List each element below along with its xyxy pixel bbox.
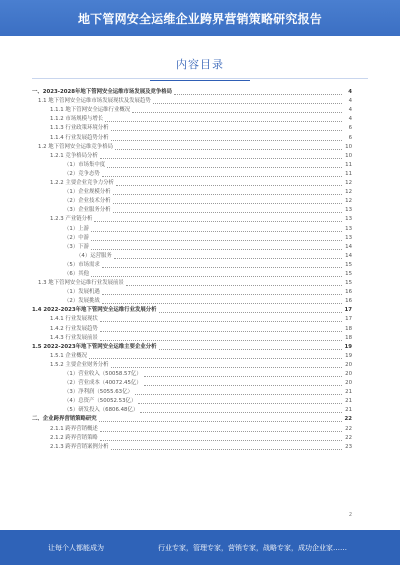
toc-entry-page: 16 <box>345 289 352 296</box>
toc-dot-leader <box>102 266 342 268</box>
toc-entry-page: 20 <box>345 380 352 387</box>
toc-entry-text: （2）企业技术分析 <box>64 198 111 205</box>
toc-entry-page: 22 <box>344 416 352 423</box>
toc-entry-page: 11 <box>345 170 352 177</box>
toc-entry-text: 1.2 地下管网安全运维竞争格局 <box>38 143 113 150</box>
toc-entry-page: 14 <box>345 243 352 250</box>
toc-entry[interactable] <box>32 261 352 270</box>
toc-entry-page: 12 <box>345 180 352 187</box>
toc-entry-page: 18 <box>345 334 352 341</box>
toc-entry[interactable] <box>32 106 352 115</box>
toc-entry[interactable] <box>32 252 352 261</box>
toc-entry-text: （3）企业服务分析 <box>64 207 111 214</box>
toc-entry-text: 1.5.2 主要企业财务分析 <box>50 361 109 368</box>
toc-dot-leader <box>113 193 342 195</box>
toc-entry-page: 20 <box>345 371 352 377</box>
toc-entry[interactable] <box>32 143 352 152</box>
toc-dot-leader <box>91 230 342 232</box>
toc-entry[interactable] <box>32 88 352 97</box>
toc-entry-page: 14 <box>345 252 352 259</box>
toc-entry[interactable] <box>32 415 352 424</box>
toc-entry-text: 二、企业跨界营销策略研究 <box>32 416 97 423</box>
toc-dot-leader <box>91 248 342 250</box>
toc-dot-leader <box>105 120 342 122</box>
toc-entry[interactable] <box>32 297 352 306</box>
toc-entry-page: 4 <box>348 107 352 114</box>
toc-entry-text: （2）中游 <box>64 234 89 241</box>
toc-entry-text: 1.5.1 企业概况 <box>50 352 87 359</box>
toc-entry[interactable] <box>32 315 352 324</box>
toc-entry-page: 19 <box>344 343 352 350</box>
toc-entry-text: 2.1.2 跨界营销策略 <box>50 434 98 441</box>
toc-entry-text: 一、2023-2028年地下管网安全运维市场发展及竞争格局 <box>32 89 173 96</box>
toc-dot-leader <box>138 402 342 404</box>
toc-dot-leader <box>89 357 342 359</box>
toc-dot-leader <box>116 184 342 186</box>
toc-entry-page: 10 <box>345 152 352 159</box>
toc-entry-text: （4）总资产（50052.53亿） <box>64 398 137 405</box>
toc-entry-text: 1.2.1 竞争格局分析 <box>50 152 98 159</box>
toc-entry-page: 13 <box>345 225 352 232</box>
toc-dot-leader <box>114 257 342 259</box>
toc-dot-leader <box>94 220 342 222</box>
toc-entry-page: 21 <box>345 407 352 414</box>
toc-entry-text: 1.3 地下管网安全运维行业发展前景 <box>38 280 124 287</box>
toc-entry-page: 13 <box>345 234 352 241</box>
toc-entry-text: 1.2.3 产业链分析 <box>50 216 93 223</box>
toc-entry[interactable] <box>32 324 352 333</box>
toc-entry-text: （1）企业规模分析 <box>64 189 111 196</box>
toc-entry[interactable] <box>32 388 352 397</box>
toc-entry-page: 20 <box>345 361 352 368</box>
toc-entry-text: （2）竞争态势 <box>64 170 100 177</box>
toc-entry-text: 1.1.3 行业政策环境分析 <box>50 125 109 132</box>
toc-entry-text: （1）发展机遇 <box>64 289 100 296</box>
toc-dot-leader <box>91 275 342 277</box>
toc-entry-text: 1.5 2022-2023年地下管网安全运维主要企业分析 <box>32 343 157 350</box>
toc-dot-leader <box>159 348 342 350</box>
toc-entry-text: （2）营业成本（40072.45亿） <box>64 380 142 387</box>
toc-dot-leader <box>113 202 342 204</box>
toc-entry[interactable] <box>32 306 352 315</box>
toc-entry-text: 1.1 地下管网安全运维市场发展现状及发展趋势 <box>38 98 151 105</box>
toc-entry-page: 13 <box>345 216 352 223</box>
toc-dot-leader <box>111 448 342 450</box>
page-number: 2 <box>348 512 352 518</box>
report-header <box>0 0 400 36</box>
toc-entry-text: （3）下游 <box>64 243 89 250</box>
toc-entry-page: 19 <box>345 352 352 359</box>
toc-entry[interactable] <box>32 379 352 388</box>
toc-entry[interactable] <box>32 206 352 215</box>
toc-entry-text: 1.4.2 行业发展趋势 <box>50 325 98 332</box>
toc-dot-leader <box>111 366 342 368</box>
toc-entry[interactable] <box>32 288 352 297</box>
toc-dot-leader <box>102 175 342 177</box>
toc-dot-leader <box>144 375 342 377</box>
toc-entry[interactable] <box>32 215 352 224</box>
toc-entry[interactable] <box>32 197 352 206</box>
toc-entry-text: （4）运营服务 <box>76 252 112 259</box>
toc-dot-leader <box>144 384 342 386</box>
toc-entry[interactable] <box>32 343 352 352</box>
toc-entry[interactable] <box>32 115 352 124</box>
toc-entry-text: （1）市场集中度 <box>64 161 106 168</box>
toc-dot-leader <box>159 311 342 313</box>
toc-entry-page: 23 <box>345 443 352 450</box>
toc-entry-page: 16 <box>345 298 352 305</box>
toc-title: 内容目录 <box>176 58 224 71</box>
toc-entry-page: 13 <box>345 207 352 214</box>
toc-dot-leader <box>100 330 342 332</box>
toc-dot-leader <box>100 430 342 432</box>
toc-entry-text: 1.4.3 行业发展前景 <box>50 334 98 341</box>
toc-entry-text: （6）其他 <box>64 270 89 277</box>
toc-entry-text: （5）市场需求 <box>64 261 100 268</box>
toc-entry-page: 22 <box>345 425 352 432</box>
footer-slogan-left: 让每个人都能成为 <box>48 543 104 552</box>
toc-entry[interactable] <box>32 224 352 233</box>
toc-entry-text: 1.4 2022-2023年地下管网安全运维行业发展分析 <box>32 307 157 314</box>
toc-entry-page: 6 <box>348 134 352 141</box>
toc-entry[interactable] <box>32 270 352 279</box>
toc-entry[interactable] <box>32 234 352 243</box>
toc-entry[interactable] <box>32 334 352 343</box>
report-title: 地下管网安全运维企业跨界营销策略研究报告 <box>77 11 322 26</box>
toc-entry-page: 15 <box>345 261 352 268</box>
toc-entry-page: 15 <box>345 270 352 277</box>
toc-entry-text: 1.2.2 主要企业竞争力分析 <box>50 180 114 187</box>
toc-entry[interactable] <box>32 170 352 179</box>
toc-dot-leader <box>140 411 342 413</box>
toc-dot-leader <box>100 339 342 341</box>
toc-entry[interactable] <box>32 188 352 197</box>
toc-entry[interactable] <box>32 243 352 252</box>
toc-dot-leader <box>100 157 342 159</box>
toc-dot-leader <box>100 320 342 322</box>
toc-entry[interactable] <box>32 97 352 106</box>
toc-dot-leader <box>153 102 342 104</box>
toc-dot-leader <box>132 111 342 113</box>
toc-entry-page: 4 <box>348 98 352 105</box>
toc-entry-page: 18 <box>345 325 352 332</box>
toc-entry[interactable] <box>32 434 352 443</box>
toc-entry[interactable] <box>32 279 352 288</box>
toc-entry-text: 1.1.4 行业发展趋势分析 <box>50 134 109 141</box>
toc-entry-text: （5）研发投入（6806.48亿） <box>64 407 139 414</box>
toc-dot-leader <box>99 420 342 422</box>
toc-entry-page: 6 <box>348 125 352 132</box>
footer-banner <box>0 530 400 565</box>
toc-entry-page: 17 <box>344 307 352 314</box>
toc-entry[interactable] <box>32 152 352 161</box>
toc-entry-text: （1）上游 <box>64 225 89 232</box>
toc-entry[interactable] <box>32 370 352 379</box>
toc-dot-leader <box>102 302 342 304</box>
toc-entry-text: 1.4.1 行业发展现状 <box>50 316 98 323</box>
toc-dot-leader <box>115 148 342 150</box>
toc-entry-page: 17 <box>345 316 352 323</box>
toc-entry-page: 12 <box>345 198 352 205</box>
toc-entry[interactable] <box>32 406 352 415</box>
toc-dot-leader <box>100 439 342 441</box>
toc-entry[interactable] <box>32 397 352 406</box>
toc-dot-leader <box>102 293 342 295</box>
toc-dot-leader <box>107 166 342 168</box>
footer-slogan-right: 行业专家，管理专家，营销专家，战略专家，成功企业家…… <box>158 543 347 552</box>
toc-entry[interactable] <box>32 443 352 452</box>
toc-entry-page: 4 <box>348 89 352 96</box>
toc-entry[interactable] <box>32 352 352 361</box>
toc-entry-text: 1.1.2 市场规模与增长 <box>50 116 104 123</box>
toc-entry-page: 11 <box>345 161 352 168</box>
toc-dot-leader <box>111 129 342 131</box>
toc-entry-page: 21 <box>345 398 352 405</box>
toc-entry-page: 10 <box>345 143 352 150</box>
toc-title-underline <box>150 80 250 81</box>
toc-entry-text: 2.1.1 跨界营销概述 <box>50 425 98 432</box>
toc-entry[interactable] <box>32 179 352 188</box>
toc-entry-page: 21 <box>345 389 352 396</box>
toc-entry[interactable] <box>32 424 352 433</box>
toc-entry-text: （3）净利润（5055.63亿） <box>64 389 133 396</box>
toc-entry[interactable] <box>32 361 352 370</box>
toc-dot-leader <box>135 393 342 395</box>
toc-entry-text: 2.1.3 跨界营销案例分析 <box>50 443 109 450</box>
toc-entry-text: （2）发展挑战 <box>64 298 100 305</box>
toc-entry-page: 22 <box>345 434 352 441</box>
toc-list <box>32 88 352 452</box>
toc-entry-page: 12 <box>345 189 352 196</box>
toc-entry[interactable] <box>32 161 352 170</box>
toc-entry-page: 15 <box>345 280 352 287</box>
toc-dot-leader <box>111 139 342 141</box>
toc-entry[interactable] <box>32 133 352 142</box>
toc-dot-leader <box>91 239 342 241</box>
toc-dot-leader <box>174 93 342 95</box>
toc-entry[interactable] <box>32 124 352 133</box>
toc-entry-text: （1）营业收入（50058.57亿） <box>64 371 142 377</box>
toc-entry-text: 1.1.1 地下管网安全运维行业概况 <box>50 107 131 114</box>
toc-divider <box>32 78 368 79</box>
toc-entry-page: 4 <box>348 116 352 123</box>
toc-dot-leader <box>126 284 342 286</box>
toc-dot-leader <box>113 211 342 213</box>
